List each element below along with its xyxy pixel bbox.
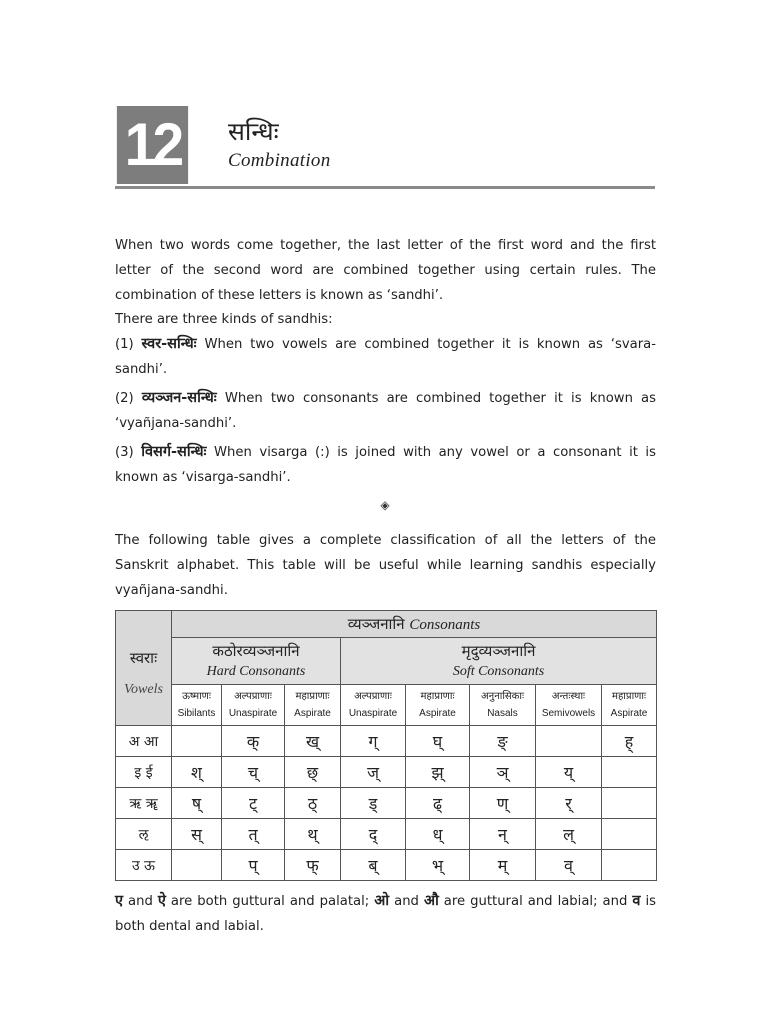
letter-cell: थ् [285, 819, 341, 850]
column-english: Aspirate [610, 708, 648, 719]
letter-cell: र् [536, 788, 602, 819]
column-header [470, 685, 536, 726]
letter-cell: प् [222, 850, 285, 881]
table-row [116, 819, 657, 850]
letter-va: व [632, 893, 641, 909]
column-sanskrit: अनुनासिकाः [481, 691, 524, 702]
letter-cell: ध् [406, 819, 470, 850]
letter-cell: ष् [172, 788, 222, 819]
vowel-cell: अ आ [116, 726, 172, 757]
vowels-label: Vowels [124, 682, 163, 697]
kind-item-3 [115, 440, 656, 490]
letter-cell: झ् [406, 757, 470, 788]
table-row [116, 788, 657, 819]
letter-cell [172, 850, 222, 881]
letter-cell: फ् [285, 850, 341, 881]
letter-cell: च् [222, 757, 285, 788]
column-sanskrit: महाप्राणाः [612, 691, 647, 702]
column-sanskrit: महाप्राणाः [295, 691, 330, 702]
column-sanskrit: महाप्राणाः [420, 691, 455, 702]
kind-text: When visarga (:) is joined with any vowel or a consonant it is known as ‘visarga-sandhi’. [115, 445, 656, 485]
footnote-paragraph [115, 889, 656, 939]
letter-cell: घ् [406, 726, 470, 757]
intro-paragraph: When two words come together, the last letter of the first word and the first letter of the second word are combined together using certain rules. The combination of these letters is known as ‘sandhi’. [115, 238, 656, 303]
letter-cell: ण् [470, 788, 536, 819]
letter-cell: स् [172, 819, 222, 850]
vowel-cell: इ ई [116, 757, 172, 788]
letter-e: ए [115, 893, 124, 909]
kind-item-2 [115, 386, 656, 436]
letter-cell: क् [222, 726, 285, 757]
letter-cell [602, 788, 657, 819]
vowel-cell: ऋ ॠ [116, 788, 172, 819]
letter-cell [172, 726, 222, 757]
letter-cell: ह् [602, 726, 657, 757]
kind-text: When two vowels are combined together it is known as ‘svara-sandhi’. [115, 337, 656, 377]
letter-cell: त् [222, 819, 285, 850]
column-sanskrit: ऊष्माणः [182, 691, 211, 702]
column-header [222, 685, 285, 726]
title-rule [115, 186, 655, 189]
kind-number: (3) [115, 445, 134, 460]
chapter-number: 12 [117, 106, 188, 184]
footnote-text: are both guttural and palatal; [165, 894, 375, 909]
letter-cell: ढ् [406, 788, 470, 819]
kind-sanskrit: व्यञ्जन-सन्धिः [141, 390, 217, 406]
table-row [116, 757, 657, 788]
kind-sanskrit: स्वर-सन्धिः [141, 336, 197, 352]
letter-cell: ल् [536, 819, 602, 850]
consonants-english: Consonants [409, 617, 481, 633]
table-row [116, 726, 657, 757]
table-row [116, 850, 657, 881]
consonants-header [172, 611, 657, 638]
soft-sanskrit: मृदुव्यञ्जनानि [461, 642, 536, 660]
vowel-cell: ऌ [116, 819, 172, 850]
footnote-text: is both dental and labial. [115, 894, 656, 934]
kinds-intro: There are three kinds of sandhis: [115, 312, 333, 327]
column-header [285, 685, 341, 726]
table-intro-paragraph: The following table gives a complete classification of all the letters of the Sanskrit alphabet. This table will be useful while learning sandhis especially vyañjana-sandhi. [115, 533, 656, 598]
letter-cell: ख् [285, 726, 341, 757]
letter-cell [602, 850, 657, 881]
column-header [341, 685, 406, 726]
vowels-header-cell [116, 611, 172, 726]
chapter-title-sanskrit: सन्धिः [228, 117, 279, 146]
letter-cell: ट् [222, 788, 285, 819]
letter-cell: न् [470, 819, 536, 850]
letter-cell: ड् [341, 788, 406, 819]
letter-o: ओ [374, 893, 390, 909]
letter-cell: म् [470, 850, 536, 881]
kind-sanskrit: विसर्ग-सन्धिः [141, 444, 207, 460]
letter-cell: भ् [406, 850, 470, 881]
column-header [406, 685, 470, 726]
letter-ai: ऐ [157, 893, 166, 909]
column-english: Aspirate [294, 708, 331, 719]
column-header [172, 685, 222, 726]
letter-cell [602, 819, 657, 850]
column-sanskrit: अन्तःस्थाः [551, 691, 586, 702]
letter-cell: छ् [285, 757, 341, 788]
letter-cell: व् [536, 850, 602, 881]
column-header [536, 685, 602, 726]
letter-cell: श् [172, 757, 222, 788]
column-english: Unaspirate [228, 708, 278, 719]
hard-sanskrit: कठोरव्यञ्जनानि [212, 642, 300, 660]
footnote-text: and [389, 894, 424, 909]
kind-number: (2) [115, 391, 134, 406]
letter-cell: ग् [341, 726, 406, 757]
letter-cell: ब् [341, 850, 406, 881]
letter-cell: ठ् [285, 788, 341, 819]
letter-cell: ङ् [470, 726, 536, 757]
column-english: Aspirate [419, 708, 456, 719]
column-english: Semivowels [541, 708, 596, 719]
soft-consonants-header [341, 638, 657, 685]
divider-diamond-icon: ◈ [380, 498, 390, 512]
kind-item-1 [115, 332, 656, 382]
alphabet-classification-table [115, 610, 657, 881]
footnote-text: and [123, 894, 158, 909]
vowel-cell: उ ऊ [116, 850, 172, 881]
consonants-sanskrit: व्यञ्जनानि [347, 615, 405, 633]
letter-cell [602, 757, 657, 788]
soft-english: Soft Consonants [452, 664, 545, 679]
kind-text: When two consonants are combined together it is known as ‘vyañjana-sandhi’. [115, 391, 657, 431]
letter-cell: ञ् [470, 757, 536, 788]
hard-consonants-header [172, 638, 341, 685]
column-english: Unaspirate [348, 708, 398, 719]
svara-label: स्वराः [129, 649, 158, 667]
letter-cell: द् [341, 819, 406, 850]
column-header [602, 685, 657, 726]
letter-au: औ [423, 893, 439, 909]
column-english: Sibilants [177, 708, 216, 719]
column-sanskrit: अल्पप्राणाः [234, 691, 272, 702]
footnote-text: are guttural and labial; and [438, 894, 633, 909]
chapter-title-english: Combination [228, 150, 331, 171]
kind-number: (1) [115, 337, 134, 352]
column-sanskrit: अल्पप्राणाः [354, 691, 392, 702]
hard-english: Hard Consonants [206, 664, 306, 679]
letter-cell: य् [536, 757, 602, 788]
column-english: Nasals [487, 708, 518, 719]
letter-cell: ज् [341, 757, 406, 788]
letter-cell [536, 726, 602, 757]
